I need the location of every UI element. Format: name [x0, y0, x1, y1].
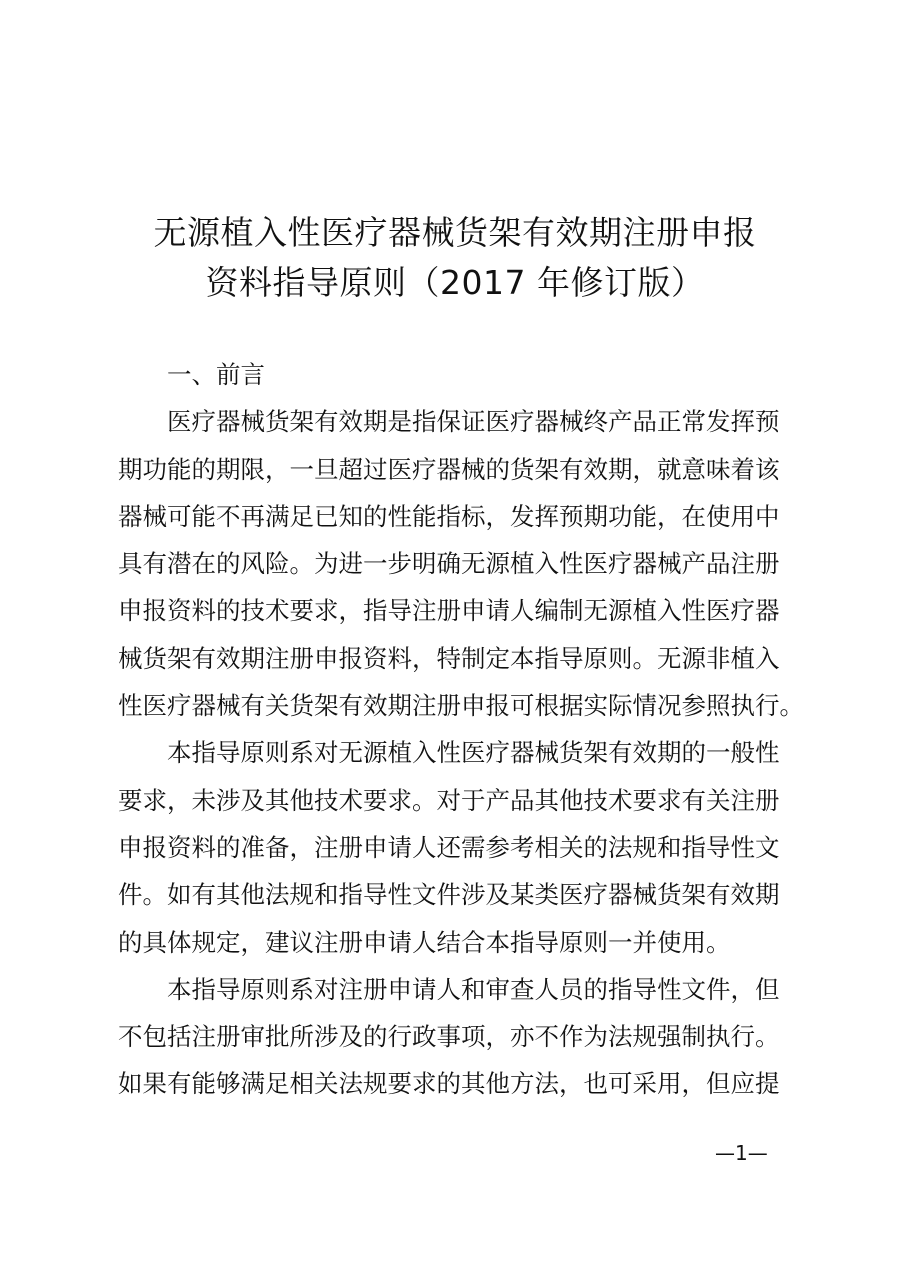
paragraph-line: 的具体规定，建议注册申请人结合本指导原则一并使用。: [118, 927, 731, 957]
page-number: —1—: [715, 1141, 768, 1165]
paragraph-line: 本指导原则系对无源植入性医疗器械货架有效期的一般性: [167, 738, 780, 768]
paragraph-line: 不包括注册审批所涉及的行政事项，亦不作为法规强制执行。: [118, 1022, 780, 1052]
paragraph-line: 器械可能不再满足已知的性能指标，发挥预期功能，在使用中: [118, 501, 780, 531]
paragraph-line: 期功能的期限，一旦超过医疗器械的货架有效期，就意味着该: [118, 454, 780, 484]
paragraph-line: 本指导原则系对注册申请人和审查人员的指导性文件，但: [167, 974, 780, 1004]
section-heading: 一、前言: [167, 360, 265, 389]
paragraph-line: 申报资料的准备，注册申请人还需参考相关的法规和指导性文: [118, 832, 780, 862]
document-body: [118, 351, 804, 1108]
paragraph-line: 件。如有其他法规和指导性文件涉及某类医疗器械货架有效期: [118, 880, 780, 910]
paragraph-line: 要求，未涉及其他技术要求。对于产品其他技术要求有关注册: [118, 785, 780, 815]
paragraph-line: 具有潜在的风险。为进一步明确无源植入性医疗器械产品注册: [118, 549, 780, 579]
paragraph-line: 性医疗器械有关货架有效期注册申报可根据实际情况参照执行。: [118, 691, 804, 721]
title-line-1: 无源植入性医疗器械货架有效期注册申报: [153, 213, 757, 252]
paragraph-line: 申报资料的技术要求，指导注册申请人编制无源植入性医疗器: [118, 596, 780, 626]
paragraph-line: 如果有能够满足相关法规要求的其他方法，也可采用，但应提: [118, 1069, 780, 1099]
paragraph-line: 械货架有效期注册申报资料，特制定本指导原则。无源非植入: [118, 643, 780, 673]
paragraph-line: 医疗器械货架有效期是指保证医疗器械终产品正常发挥预: [167, 407, 780, 437]
title-line-2: 资料指导原则（2017 年修订版）: [205, 263, 705, 302]
document-title: [110, 208, 800, 308]
